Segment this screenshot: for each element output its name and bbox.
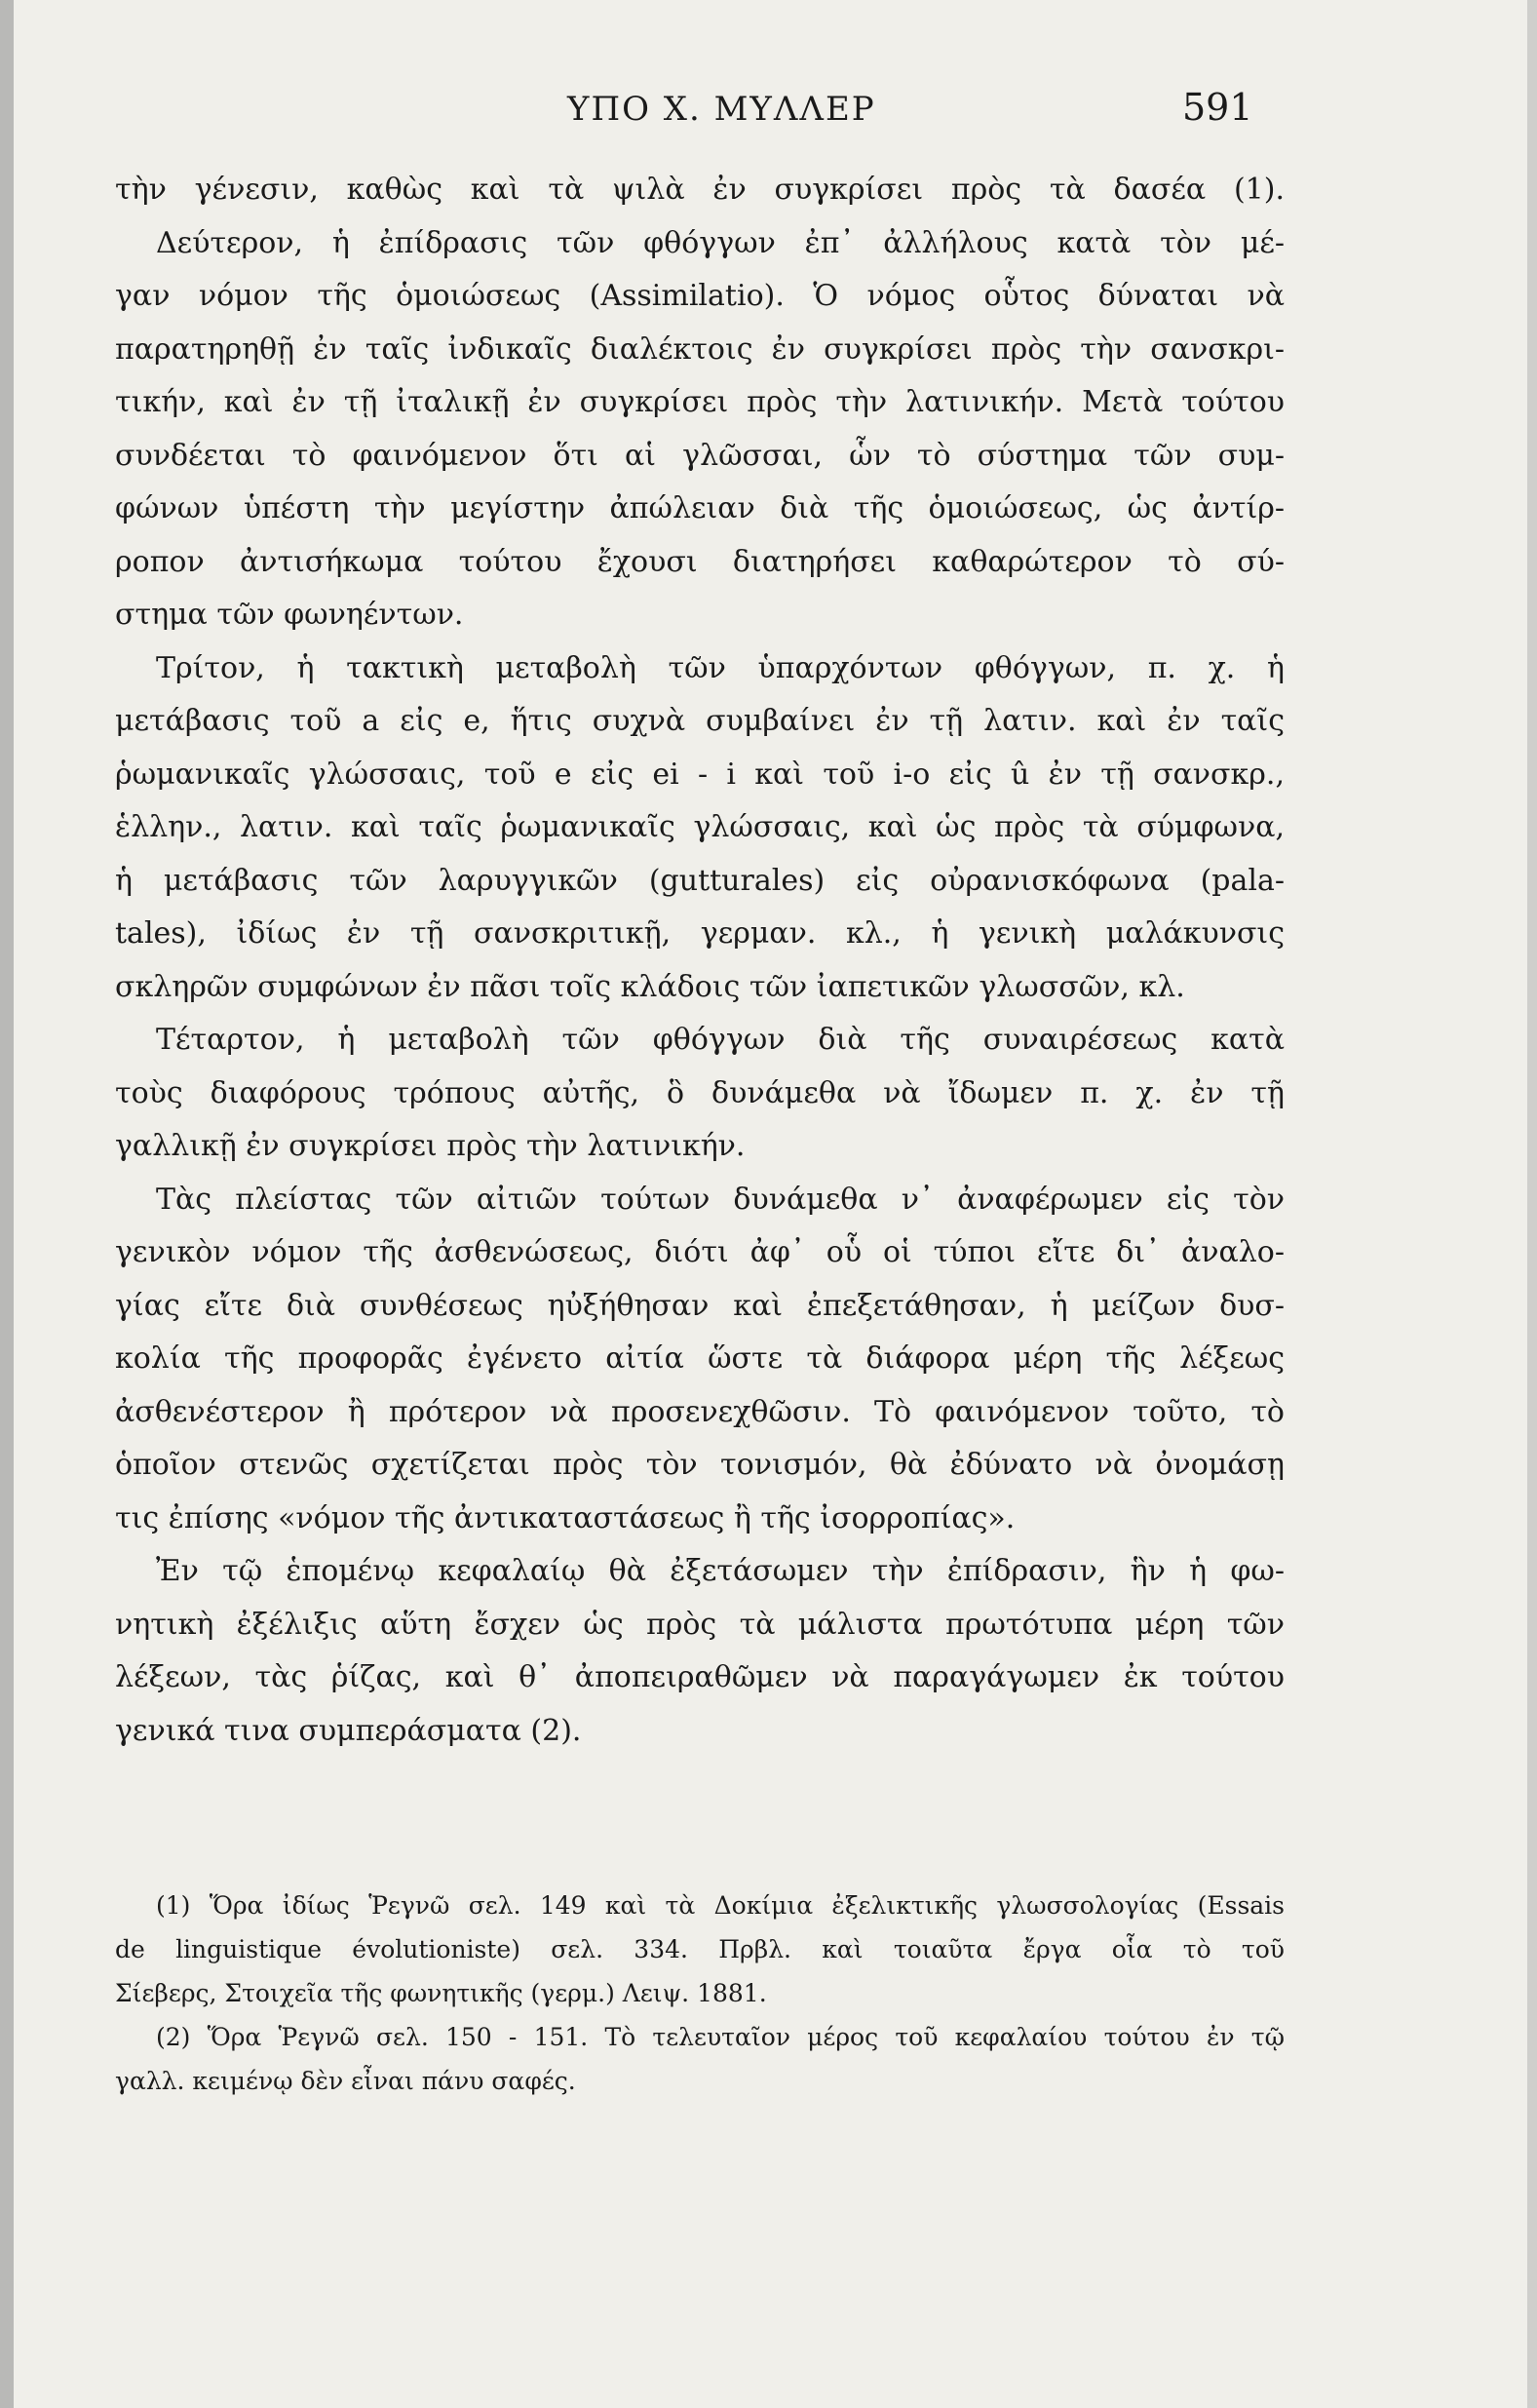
text-line: ἑλλην., λατιν. καὶ ταῖς ῥωμανικαῖς γλώσσαις, καὶ ὡς πρὸς τὰ σύμφωνα, <box>115 810 1285 844</box>
text-line: συνδέεται τὸ φαινόμενον ὅτι αἱ γλῶσσαι, ὧν τὸ σύστημα τῶν συμ- <box>115 438 1285 473</box>
footnote-line: de linguistique évolutioniste) σελ. 334. Πρβλ. καὶ τοιαῦτα ἔργα οἷα τὸ τοῦ <box>115 1935 1285 1963</box>
text-line: Τρίτον, ἡ τακτικὴ μεταβολὴ τῶν ὑπαρχόντων φθόγγων, π. χ. ἡ <box>156 650 1285 685</box>
footnote-line: (1) Ὅρα ἰδίως Ῥεγνῶ σελ. 149 καὶ τὰ Δοκίμια ἐξελικτικῆς γλωσσολογίας (Essais <box>156 1891 1285 1920</box>
text-line: tales), ἰδίως ἐν τῇ σανσκριτικῇ, γερμαν. κλ., ἡ γενικὴ μαλάκυνσις <box>115 916 1285 951</box>
text-line: ἀσθενέστερον ἢ πρότερον νὰ προσενεχθῶσιν. Τὸ φαινόμενον τοῦτο, τὸ <box>115 1394 1285 1429</box>
text-line: νητικὴ ἐξέλιξις αὕτη ἔσχεν ὡς πρὸς τὰ μάλιστα πρωτότυπα μέρη τῶν <box>115 1607 1285 1642</box>
footnote-line: Σίεβερς, Στοιχεῖα τῆς φωνητικῆς (γερμ.) Λειψ. 1881. <box>115 1979 767 2007</box>
page-number: 591 <box>1182 86 1253 129</box>
footnotes <box>115 1884 1285 2103</box>
text-line: τὴν γένεσιν, καθὼς καὶ τὰ ψιλὰ ἐν συγκρίσει πρὸς τὰ δασέα (1). <box>115 173 1285 207</box>
text-line: ὁποῖον στενῶς σχετίζεται πρὸς τὸν τονισμόν, θὰ ἐδύνατο νὰ ὀνομάσῃ <box>115 1448 1285 1482</box>
text-line: Δεύτερον, ἡ ἐπίδρασις τῶν φθόγγων ἐπ᾽ ἀλλήλους κατὰ τὸν μέ- <box>156 225 1285 260</box>
text-line: φώνων ὑπέστη τὴν μεγίστην ἀπώλειαν διὰ τῆς ὁμοιώσεως, ὡς ἀντίρ- <box>115 491 1285 525</box>
text-line: Ἐν τῷ ἑπομένῳ κεφαλαίῳ θὰ ἐξετάσωμεν τὴν ἐπίδρασιν, ἣν ἡ φω- <box>156 1554 1285 1588</box>
text-line: παρατηρηθῇ ἐν ταῖς ἰνδικαῖς διαλέκτοις ἐν συγκρίσει πρὸς τὴν σανσκρι- <box>115 331 1285 367</box>
text-line: κολία τῆς προφορᾶς ἐγένετο αἰτία ὥστε τὰ διάφορα μέρη τῆς λέξεως <box>115 1341 1285 1376</box>
text-line: ροπον ἀντισήκωμα τούτου ἔχουσι διατηρήσει καθαρώτερον τὸ σύ- <box>115 544 1285 579</box>
page-edge-shadow-left <box>0 0 14 2408</box>
page-edge-shadow-right <box>1527 0 1537 2408</box>
text-line: τικήν, καὶ ἐν τῇ ἰταλικῇ ἐν συγκρίσει πρὸς τὴν λατινικήν. Μετὰ τούτου <box>115 385 1285 419</box>
main-text <box>115 164 1285 1758</box>
text-line: γενικά τινα συμπεράσματα (2). <box>115 1713 582 1748</box>
text-line: ῥωμανικαῖς γλώσσαις, τοῦ e εἰς ei - i καὶ τοῦ i-o εἰς û ἐν τῇ σανσκρ., <box>115 757 1285 792</box>
text-line: Τέταρτον, ἡ μεταβολὴ τῶν φθόγγων διὰ τῆς συναιρέσεως κατὰ <box>156 1023 1285 1057</box>
text-line: γενικὸν νόμον τῆς ἀσθενώσεως, διότι ἀφ᾽ οὗ οἱ τύποι εἴτε δι᾽ ἀναλο- <box>115 1235 1285 1269</box>
text-line: γίας εἴτε διὰ συνθέσεως ηὐξήθησαν καὶ ἐπεξετάθησαν, ἡ μείζων δυσ- <box>115 1288 1285 1323</box>
text-line: στημα τῶν φωνηέντων. <box>115 598 464 632</box>
running-head: ΥΠΟ Χ. ΜΥΛΛΕΡ <box>567 90 876 129</box>
text-line: Τὰς πλείστας τῶν αἰτιῶν τούτων δυνάμεθα ν᾽ ἀναφέρωμεν εἰς τὸν <box>156 1182 1285 1217</box>
footnote-line: γαλλ. κειμένῳ δὲν εἶναι πάνυ σαφές. <box>115 2067 576 2095</box>
text-line: γαλλικῇ ἐν συγκρίσει πρὸς τὴν λατινικήν. <box>115 1129 746 1163</box>
text-line: ἡ μετάβασις τῶν λαρυγγικῶν (gutturales) εἰς οὐρανισκόφωνα (pala- <box>115 863 1285 898</box>
text-line: λέξεων, τὰς ῥίζας, καὶ θ᾽ ἀποπειραθῶμεν νὰ παραγάγωμεν ἐκ τούτου <box>115 1660 1285 1694</box>
footnote-line: (2) Ὅρα Ῥεγνῶ σελ. 150 - 151. Τὸ τελευταῖον μέρος τοῦ κεφαλαίου τούτου ἐν τῷ <box>156 2023 1285 2051</box>
text-line: μετάβασις τοῦ a εἰς e, ἥτις συχνὰ συμβαίνει ἐν τῇ λατιν. καὶ ἐν ταῖς <box>115 704 1285 738</box>
text-line: τις ἐπίσης «νόμον τῆς ἀντικαταστάσεως ἢ τῆς ἰσορροπίας». <box>115 1500 1016 1535</box>
text-line: σκληρῶν συμφώνων ἐν πᾶσι τοῖς κλάδοις τῶν ἰαπετικῶν γλωσσῶν, κλ. <box>115 969 1185 1004</box>
text-line: γαν νόμον τῆς ὁμοιώσεως (Assimilatio). Ὁ νόμος οὗτος δύναται νὰ <box>115 279 1285 313</box>
text-line: τοὺς διαφόρους τρόπους αὐτῆς, ὃ δυνάμεθα νὰ ἴδωμεν π. χ. ἐν τῇ <box>115 1075 1285 1110</box>
